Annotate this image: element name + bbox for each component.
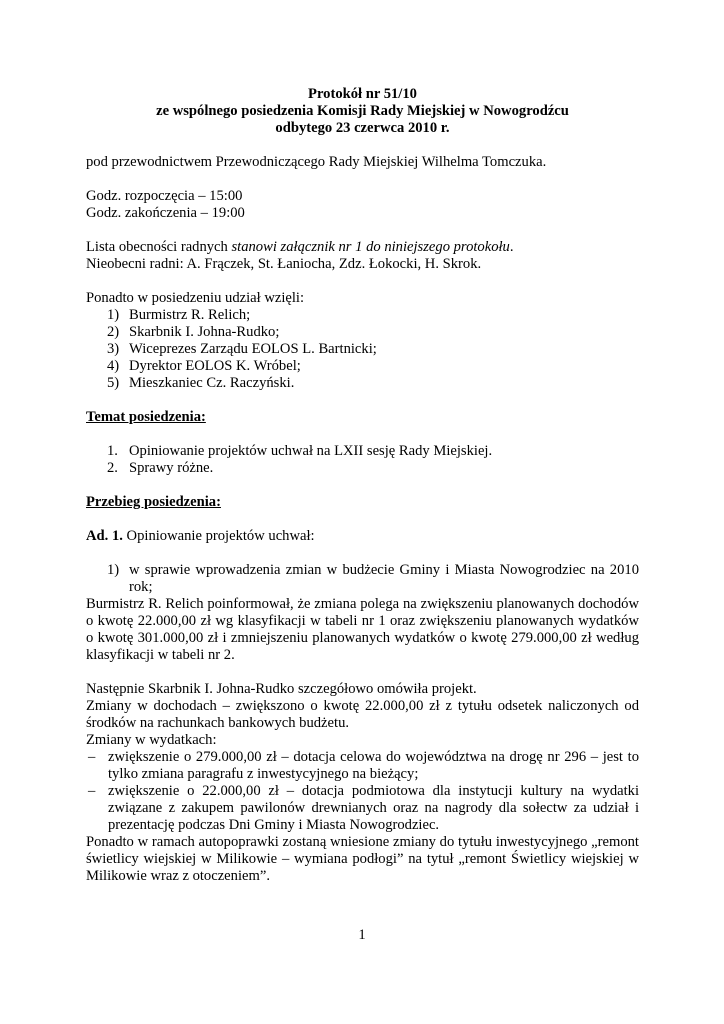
absent-councillors: Nieobecni radni: A. Frączek, St. Łaniocha, Zdz. Łokocki, H. Skrok. <box>86 256 482 272</box>
document-title-line-1: Protokół nr 51/10 <box>308 86 417 102</box>
participant-item: 1) Burmistrz R. Relich; <box>107 307 251 323</box>
document-title-line-2: ze wspólnego posiedzenia Komisji Rady Miejskiej w Nowogrodźcu <box>156 103 569 119</box>
topic-heading: Temat posiedzenia: <box>86 409 206 425</box>
topic-item: 1. Opiniowanie projektów uchwał na LXII sesję Rady Miejskiej. <box>107 443 493 459</box>
agenda-point-1: Ad. 1. Opiniowanie projektów uchwał: <box>86 528 315 544</box>
amendment-note: Ponadto w ramach autopoprawki zostaną wniesione zmiany do tytułu inwestycyjnego „remont świetlicy wiejskiej w Milikowie – wymiana podłogi” na tytuł „remont Świetlicy wiejskiej w Milikowie wraz z otoczeniem”. <box>86 834 639 884</box>
participant-item: 3) Wiceprezes Zarządu EOLOS L. Bartnicki; <box>107 341 377 357</box>
expense-change-item: – zwiększenie o 279.000,00 zł – dotacja celowa do województwa na drogę nr 296 – jest to tylko zmiana paragrafu z inwestycyjnego na bieżący; <box>88 749 639 782</box>
attendance-list: Lista obecności radnych stanowi załącznik nr 1 do niniejszego protokołu. <box>86 239 514 255</box>
end-time: Godz. zakończenia – 19:00 <box>86 205 245 221</box>
chair-text: pod przewodnictwem Przewodniczącego Rady Miejskiej Wilhelma Tomczuka. <box>86 154 547 170</box>
participant-item: 5) Mieszkaniec Cz. Raczyński. <box>107 375 295 391</box>
attachment-reference: stanowi załącznik nr 1 do niniejszego protokołu <box>231 239 510 255</box>
participant-item: 2) Skarbnik I. Johna-Rudko; <box>107 324 280 340</box>
proceedings-heading: Przebieg posiedzenia: <box>86 494 221 510</box>
participants-intro: Ponadto w posiedzeniu udział wzięli: <box>86 290 305 306</box>
income-changes: Zmiany w dochodach – zwiększono o kwotę 22.000,00 zł z tytułu odsetek naliczonych od środków na rachunkach bankowych budżetu. <box>86 698 639 731</box>
page-number: 1 <box>358 927 366 943</box>
expense-changes-intro: Zmiany w wydatkach: <box>86 732 217 748</box>
expense-change-item: – zwiększenie o 22.000,00 zł – dotacja podmiotowa dla instytucji kultury na wydatki związane z zakupem pawilonów drewnianych oraz na nagrody dla sołectw za udział i prezentację podczas Dni Gminy i Miasta Nowogrodziec. <box>88 783 639 833</box>
participant-item: 4) Dyrektor EOLOS K. Wróbel; <box>107 358 301 374</box>
topic-item: 2. Sprawy różne. <box>107 460 214 476</box>
resolution-item: 1) w sprawie wprowadzenia zmian w budżecie Gminy i Miasta Nowogrodziec na 2010 rok; <box>107 562 639 595</box>
document-title-line-3: odbytego 23 czerwca 2010 r. <box>275 120 450 136</box>
mayor-statement: Burmistrz R. Relich poinformował, że zmiana polega na zwiększeniu planowanych dochodów o kwotę 22.000,00 zł wg klasyfikacji w tabeli nr 1 oraz zwiększeniu planowanych wydatków o kwotę 301.000,00 zł i zmniejszeniu planowanych wydatków o kwotę 279.000,00 zł według klasyfikacji w tabeli nr 2. <box>86 596 639 663</box>
document-page <box>86 86 639 885</box>
start-time: Godz. rozpoczęcia – 15:00 <box>86 188 243 204</box>
treasurer-statement: Następnie Skarbnik I. Johna-Rudko szczegółowo omówiła projekt. <box>86 681 477 697</box>
